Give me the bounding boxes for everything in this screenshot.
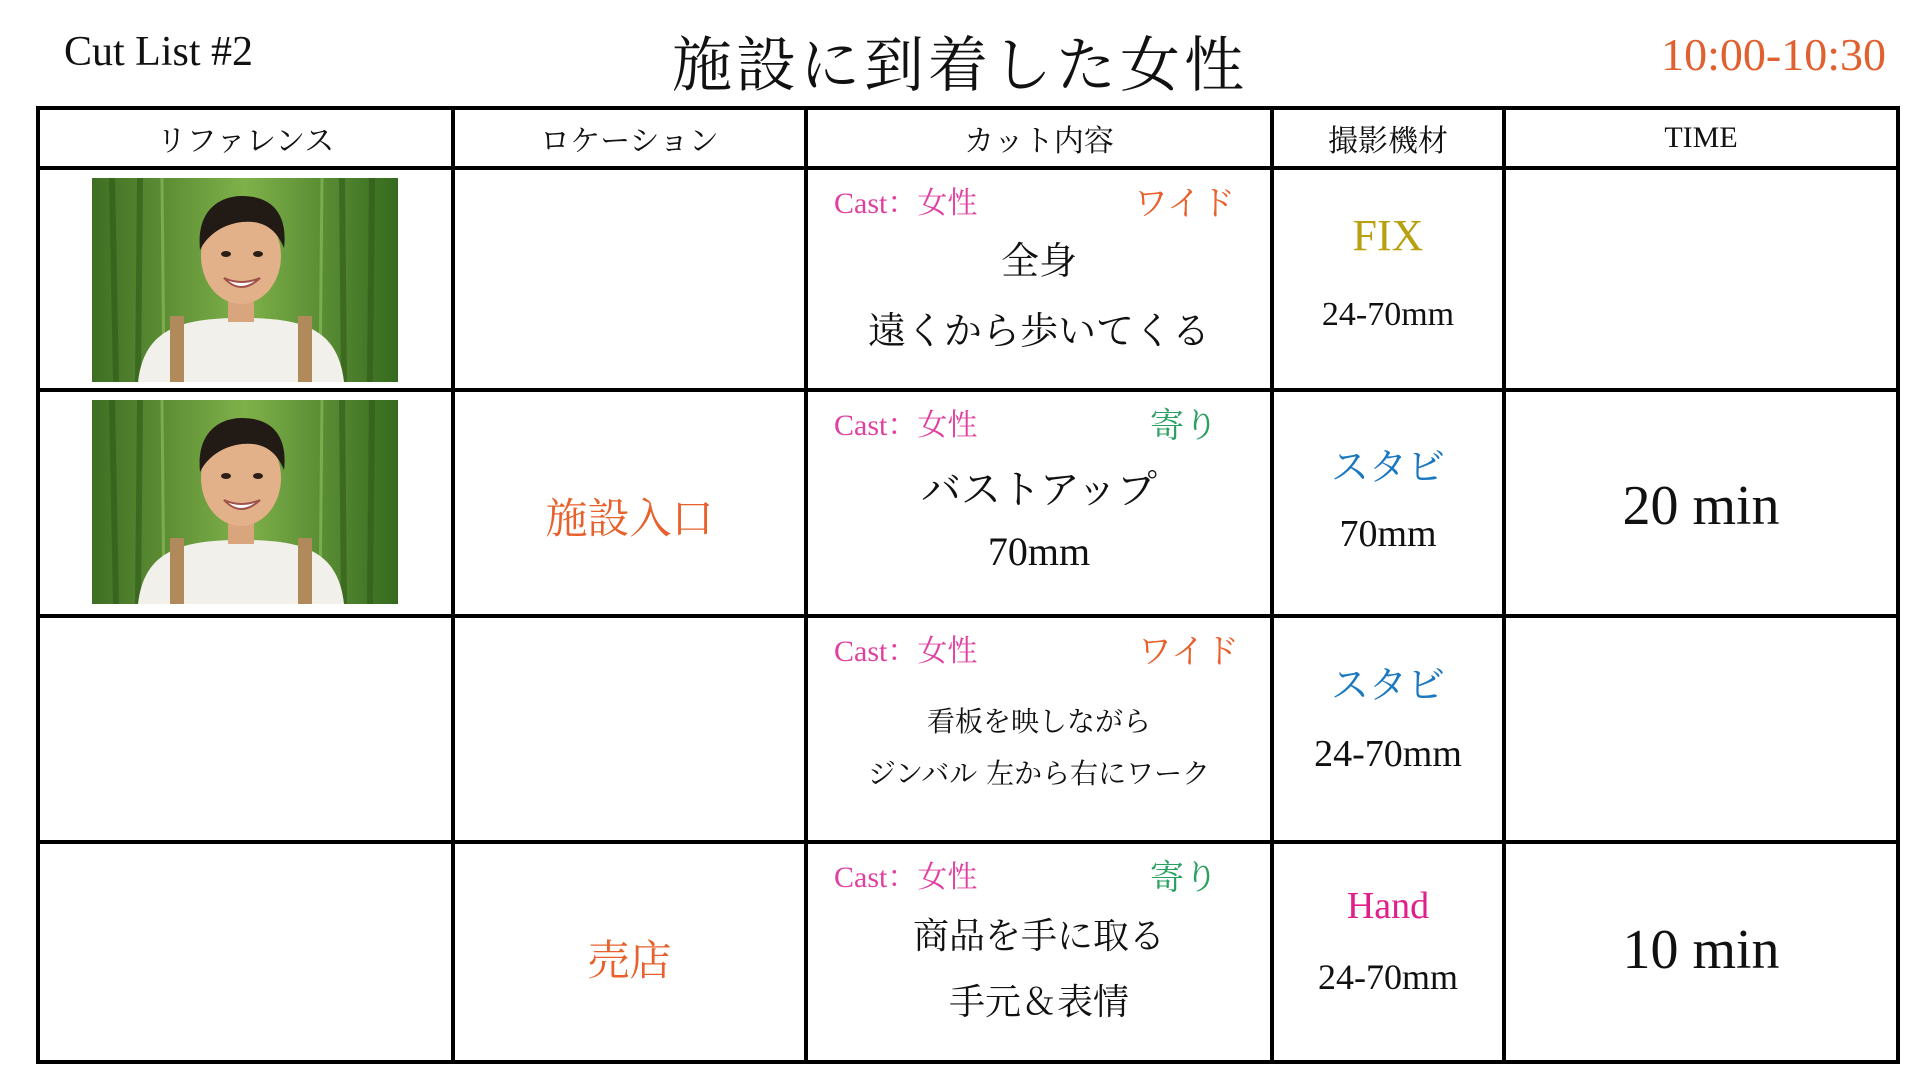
reference-image [92, 400, 398, 604]
cut-description-line: 全身 [1000, 239, 1077, 283]
shot-type: ワイド [1134, 184, 1235, 224]
shot-type: 寄り [1150, 406, 1218, 446]
column-header-time: TIME [1664, 121, 1738, 154]
equipment-cell [1274, 392, 1502, 614]
column-header-cut: カット内容 [964, 124, 1114, 159]
equipment-type: Hand [1346, 885, 1430, 927]
page-title: 施設に到着した女性 [672, 31, 1248, 101]
cast-label: Cast：女性 [834, 409, 978, 442]
equipment-type: スタビ [1330, 445, 1445, 489]
lens-spec: 70mm [1339, 513, 1437, 555]
equipment-type: スタビ [1330, 663, 1445, 707]
cut-description-line: ジンバル 左から右にワーク [867, 757, 1211, 790]
column-header-location: ロケーション [540, 124, 719, 159]
cut-list-table [36, 106, 1900, 1064]
cast-label: Cast：女性 [834, 187, 978, 220]
cut-cell [808, 170, 1270, 388]
column-header-reference: リファレンス [156, 124, 335, 159]
reference-image [92, 178, 398, 382]
column-header-equipment: 撮影機材 [1328, 124, 1448, 159]
cast-label: Cast：女性 [834, 635, 978, 668]
lens-spec: 24-70mm [1314, 733, 1462, 775]
cast-label: Cast：女性 [834, 861, 978, 894]
cut-description-line: 70mm [987, 529, 1091, 574]
time-range: 10:00-10:30 [1661, 29, 1886, 80]
cut-cell [808, 392, 1270, 614]
lens-spec: 24-70mm [1321, 296, 1455, 333]
cut-description-line: 手元＆表情 [948, 982, 1129, 1023]
equipment-cell [1274, 618, 1502, 840]
shot-type: 寄り [1150, 858, 1218, 898]
lens-spec: 24-70mm [1318, 957, 1458, 997]
cut-description-line: 看板を映しながら [926, 705, 1151, 738]
equipment-type: FIX [1352, 211, 1424, 260]
cut-cell [808, 618, 1270, 840]
duration-shop: 10 min [1622, 919, 1780, 981]
cut-list-label: Cut List #2 [64, 29, 254, 75]
cut-description-line: バストアップ [921, 467, 1157, 513]
location-entrance: 施設入口 [545, 494, 714, 543]
cut-cell [808, 844, 1270, 1060]
equipment-cell [1274, 844, 1502, 1060]
duration-entrance: 20 min [1622, 475, 1780, 537]
shot-type: ワイド [1138, 632, 1239, 672]
location-shop: 売店 [587, 936, 672, 985]
equipment-cell [1274, 170, 1502, 388]
cut-description-line: 商品を手に取る [912, 916, 1165, 957]
cut-description-line: 遠くから歩いてくる [867, 309, 1210, 353]
